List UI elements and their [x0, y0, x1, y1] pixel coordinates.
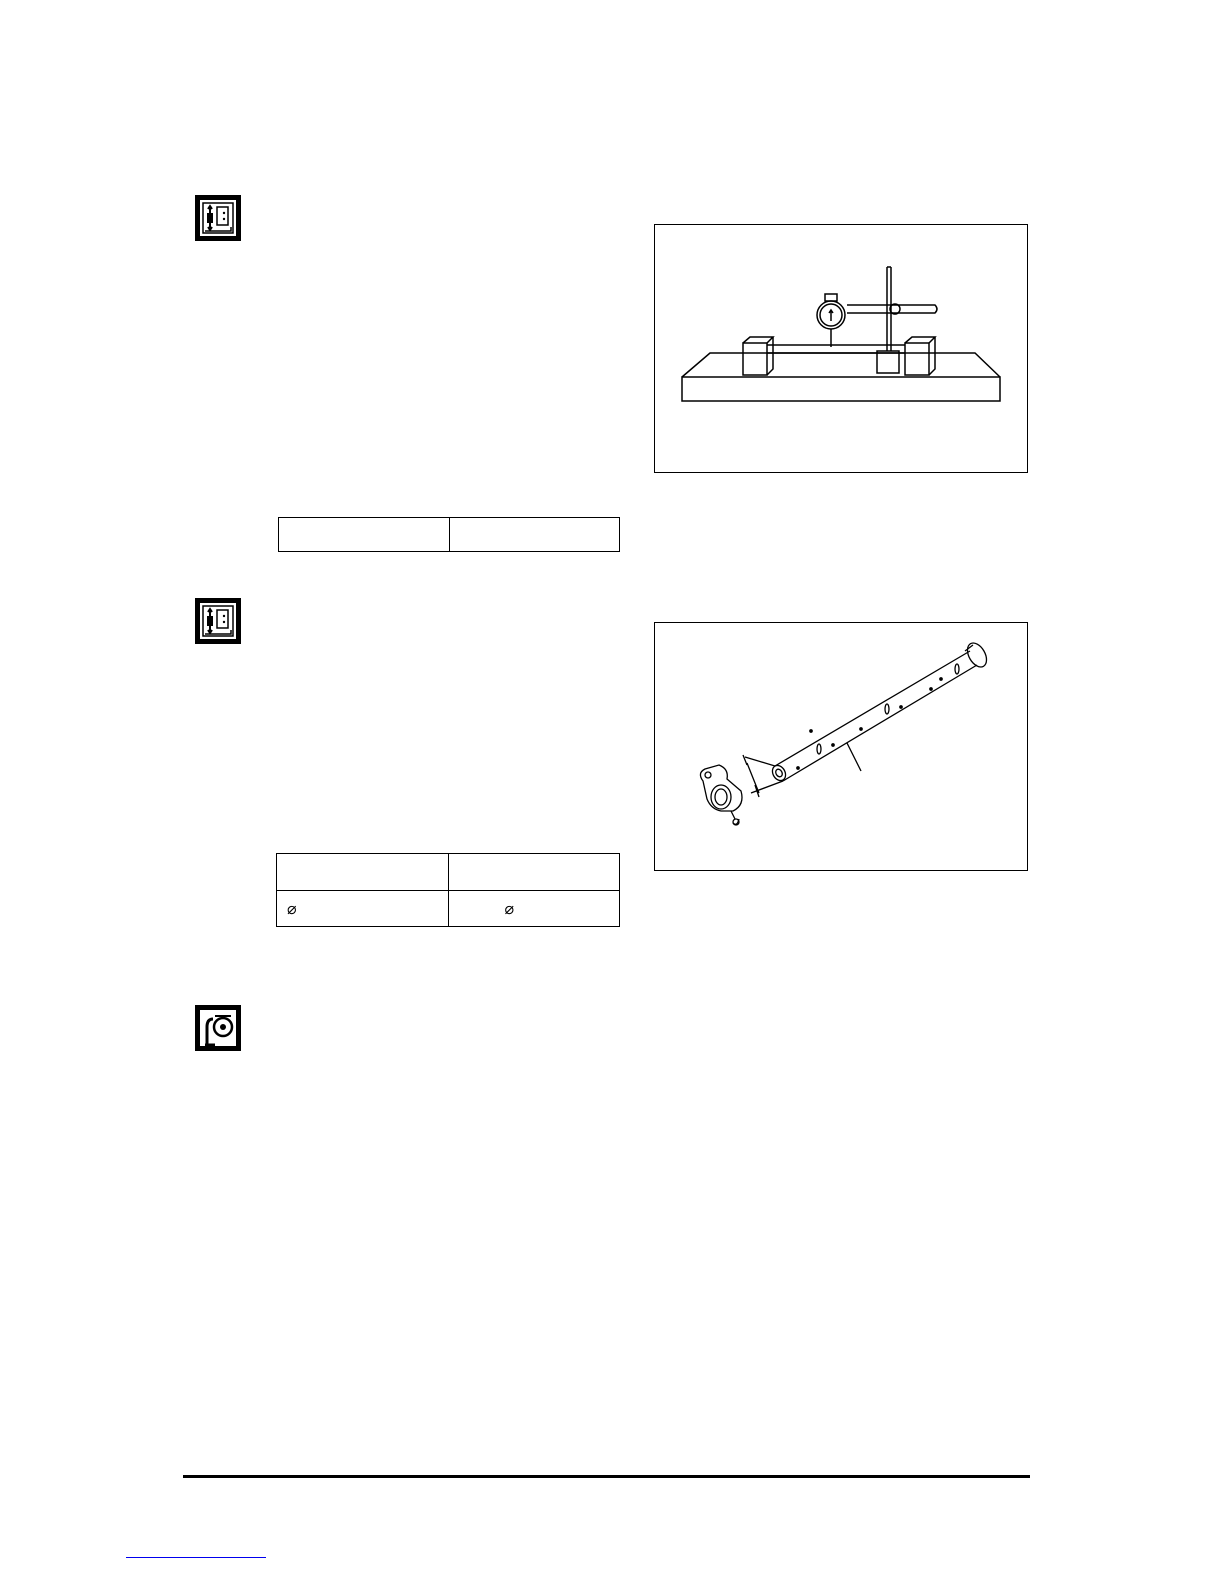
- table-cell: [449, 518, 620, 552]
- caliper-measure-icon: [195, 598, 241, 644]
- table-cell: [277, 891, 449, 927]
- table-row: [277, 854, 620, 891]
- footer-rule: [183, 1475, 1030, 1478]
- diameter-symbol: ⌀: [287, 900, 297, 918]
- table-cell: [448, 891, 620, 927]
- rocker-shaft-figure: [654, 622, 1028, 871]
- spec-table-1: [278, 517, 620, 552]
- runout-measurement-figure: [654, 224, 1028, 473]
- diameter-symbol: ⌀: [504, 900, 515, 918]
- table-cell: [279, 518, 450, 552]
- table-row: [279, 518, 620, 552]
- spec-table-2: [276, 853, 620, 927]
- page-link-underline[interactable]: [126, 1557, 266, 1558]
- table-header-cell: [448, 854, 620, 891]
- table-header-cell: [277, 854, 449, 891]
- caliper-measure-icon: [195, 195, 241, 241]
- oil-can-icon: [195, 1005, 241, 1051]
- table-row: [277, 891, 620, 927]
